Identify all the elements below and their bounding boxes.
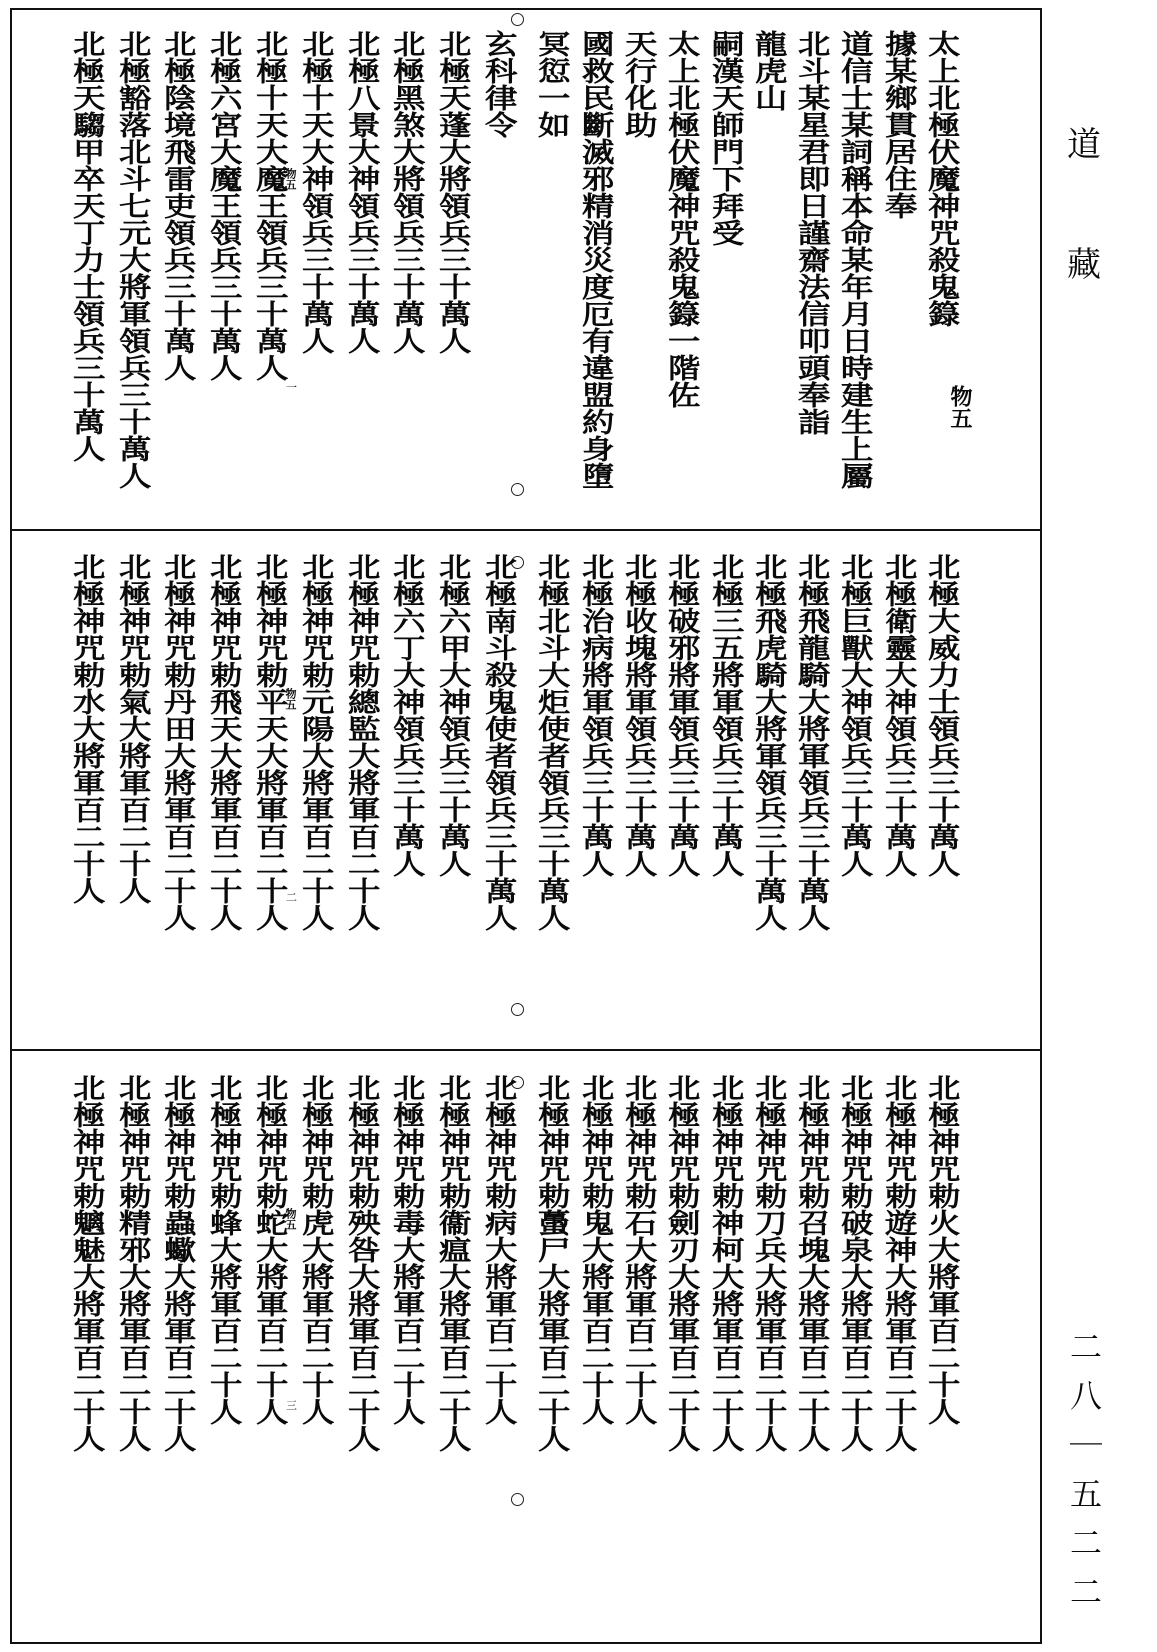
fold-number: 三 (286, 1399, 297, 1412)
text-column: 北極六丁大神領兵三十萬人 (387, 553, 425, 877)
text-column: 北極神咒勅石大將軍百二十人 (618, 1074, 657, 1425)
text-column: 北極神咒勅鬼大將軍百二十人 (575, 1074, 613, 1425)
text-column: 北極神咒勅丹田大將軍百二十人 (158, 553, 196, 931)
fold-number: 二 (286, 891, 297, 904)
center-ring-mark (511, 1003, 524, 1016)
text-column: 北極神咒勅飛天大將軍百二十人 (204, 553, 242, 931)
register-divider (10, 1049, 1042, 1051)
text-column: 北極神咒勅總監大將軍百二十人 (341, 553, 379, 931)
text-column: 北極神咒勅精邪大將軍百二十人 (112, 1074, 150, 1452)
text-column: 北極黑煞大將領兵三十萬人 (387, 30, 425, 354)
text-column: 北極飛虎騎大將軍領兵三十萬人 (748, 553, 786, 931)
text-column: 北極神咒勅蠆尸大將軍百二十人 (532, 1074, 570, 1452)
text-column: 北極神咒勅虎大將軍百二十人 (295, 1074, 333, 1425)
register-divider (10, 529, 1042, 531)
text-column: 道信士某詞稱本命某年月日時建生上屬 (835, 30, 873, 489)
text-column: 北極神咒勅召塊大將軍百二十人 (792, 1074, 830, 1452)
text-column: 北極十天大神領兵三十萬人 (295, 30, 333, 354)
canon-title-top: 道 (1067, 125, 1101, 165)
text-column: 北極衛靈大神領兵三十萬人 (878, 553, 916, 877)
text-column: 北極收塊將軍領兵三十萬人 (618, 553, 657, 877)
text-column: 北極神咒勅遊神大將軍百二十人 (878, 1074, 916, 1452)
text-column: 北極神咒勅火大將軍百二十人 (922, 1074, 960, 1425)
text-column: 北極豁落北斗七元大將軍領兵三十萬人 (112, 30, 150, 489)
text-column: 北極神咒勅殃咎大將軍百二十人 (341, 1074, 379, 1452)
text-column: 北極神咒勅水大將軍百二十人 (66, 553, 104, 904)
text-column: 北極神咒勅病大將軍百二十人 (479, 1074, 517, 1425)
text-column: 天行化助 (618, 30, 657, 138)
text-column: 北極陰境飛雷吏領兵三十萬人 (158, 30, 196, 381)
text-column: 北極神咒勅衞瘟大將軍百二十人 (433, 1074, 471, 1452)
center-ring-mark (511, 483, 524, 496)
text-column: 北極治病將軍領兵三十萬人 (575, 553, 613, 877)
text-column: 北極大威力士領兵三十萬人 (922, 553, 960, 877)
text-column: 北極北斗大炬使者領兵三十萬人 (532, 553, 570, 931)
text-column: 太上北極伏魔神咒殺鬼籙 (922, 30, 960, 327)
text-column: 北極天騶甲卒天丁力士領兵三十萬人 (66, 30, 104, 462)
text-column: 嗣漢天師門下拜受 (705, 30, 743, 246)
volume-note: 物五 (947, 385, 973, 429)
text-column: 北極八景大神領兵三十萬人 (341, 30, 379, 354)
text-column: 北極天蓬大將領兵三十萬人 (433, 30, 471, 354)
text-column: 北極神咒勅平天大將軍百二十人 (250, 553, 288, 931)
text-column: 據某鄉貫居住奉 (878, 30, 916, 219)
text-column: 北極神咒勅蟲蠍大將軍百二十人 (158, 1074, 196, 1452)
text-column: 北極神咒勅刀兵大將軍百二十人 (748, 1074, 786, 1452)
text-column: 太上北極伏魔神咒殺鬼籙一階佐 (662, 30, 700, 408)
text-column: 北極神咒勅神柯大將軍百二十人 (705, 1074, 743, 1452)
center-ring-mark (511, 1493, 524, 1506)
text-column: 北極神咒勅破泉大將軍百二十人 (835, 1074, 873, 1452)
text-column: 國救民斷滅邪精消災度厄有違盟約身墮 (575, 30, 613, 489)
text-column: 北極十天大魔王領兵三十萬人 (250, 30, 288, 381)
text-column: 北極南斗殺鬼使者領兵三十萬人 (479, 553, 517, 931)
text-column: 北極六宮大魔王領兵三十萬人 (204, 30, 242, 381)
text-column: 北極神咒勅毒大將軍百二十人 (387, 1074, 425, 1425)
text-column: 北極神咒勅蛇大將軍百二十人 (250, 1074, 288, 1425)
text-column: 北極神咒勅氣大將軍百二十人 (112, 553, 150, 904)
text-column: 冥愆一如 (532, 30, 570, 138)
text-column: 北斗某星君即日謹齋法信叩頭奉詣 (792, 30, 830, 435)
center-ring-mark (511, 13, 524, 26)
text-column: 北極破邪將軍領兵三十萬人 (662, 553, 700, 877)
text-column: 北極神咒勅魑魅大將軍百二十人 (66, 1074, 104, 1452)
canon-title-bottom: 藏 (1067, 245, 1101, 285)
text-column: 北極六甲大神領兵三十萬人 (433, 553, 471, 877)
text-column: 北極神咒勅劍刃大將軍百二十人 (662, 1074, 700, 1452)
text-column: 玄科律令 (479, 30, 517, 138)
text-column: 北極巨獸大神領兵三十萬人 (835, 553, 873, 877)
page-number: 二八｜五二二 (1065, 1330, 1103, 1624)
text-column: 北極三五將軍領兵三十萬人 (705, 553, 743, 877)
volume-note: 物五 (284, 688, 297, 710)
volume-note: 物五 (284, 168, 297, 190)
text-column: 北極神咒勅元陽大將軍百二十人 (295, 553, 333, 931)
text-column: 北極飛龍騎大將軍領兵三十萬人 (792, 553, 830, 931)
text-column: 北極神咒勅蜂大將軍百二十人 (204, 1074, 242, 1425)
fold-number: 一 (286, 381, 297, 394)
volume-note: 物五 (284, 1208, 297, 1230)
text-column: 龍虎山 (748, 30, 786, 111)
